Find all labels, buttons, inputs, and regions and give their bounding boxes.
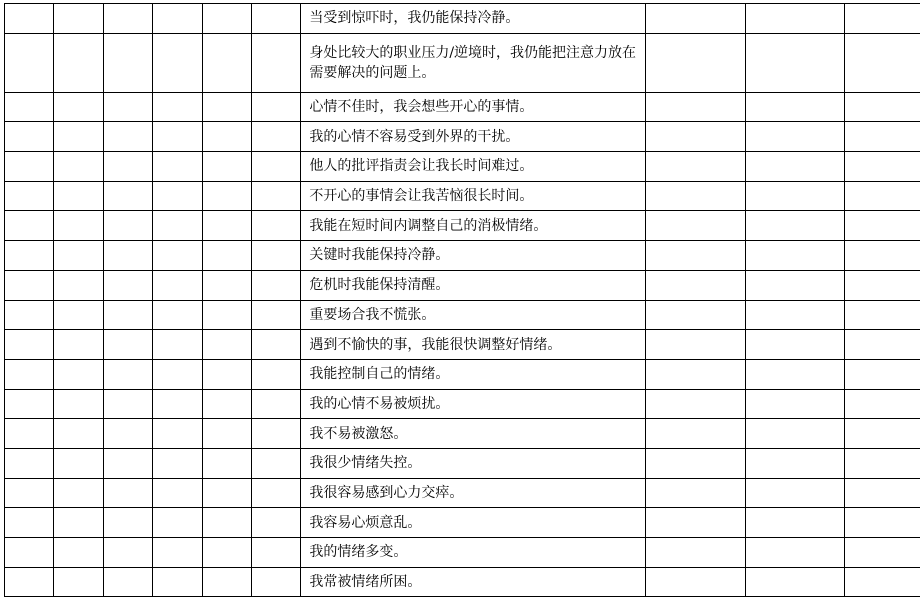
left-blank-cell bbox=[5, 419, 54, 449]
rating-cell bbox=[745, 4, 844, 34]
rating-cell bbox=[745, 152, 844, 182]
left-blank-cell bbox=[153, 389, 202, 419]
statement-cell: 我的心情不易被烦扰。 bbox=[301, 389, 646, 419]
table-row bbox=[5, 4, 920, 34]
left-blank-cell bbox=[103, 181, 152, 211]
left-blank-cell bbox=[54, 478, 103, 508]
rating-cell bbox=[844, 122, 920, 152]
rating-cell bbox=[844, 4, 920, 34]
rating-cell bbox=[844, 478, 920, 508]
left-blank-cell bbox=[251, 122, 300, 152]
left-blank-cell bbox=[5, 538, 54, 568]
rating-cell bbox=[646, 478, 745, 508]
left-blank-cell bbox=[103, 152, 152, 182]
left-blank-cell bbox=[153, 330, 202, 360]
table-row bbox=[5, 152, 920, 182]
statement-cell: 身处比较大的职业压力/逆境时，我仍能把注意力放在需要解决的问题上。 bbox=[301, 33, 646, 92]
left-blank-cell bbox=[251, 330, 300, 360]
rating-cell bbox=[745, 508, 844, 538]
rating-cell bbox=[844, 359, 920, 389]
left-blank-cell bbox=[5, 270, 54, 300]
left-blank-cell bbox=[54, 330, 103, 360]
left-blank-cell bbox=[5, 300, 54, 330]
rating-cell bbox=[646, 567, 745, 597]
left-blank-cell bbox=[202, 33, 251, 92]
table-row bbox=[5, 270, 920, 300]
left-blank-cell bbox=[5, 389, 54, 419]
left-blank-cell bbox=[251, 419, 300, 449]
left-blank-cell bbox=[54, 241, 103, 271]
left-blank-cell bbox=[5, 4, 54, 34]
statement-cell: 我能控制自己的情绪。 bbox=[301, 359, 646, 389]
rating-cell bbox=[745, 122, 844, 152]
left-blank-cell bbox=[202, 330, 251, 360]
rating-cell bbox=[646, 92, 745, 122]
rating-cell bbox=[646, 359, 745, 389]
table-row bbox=[5, 300, 920, 330]
left-blank-cell bbox=[54, 389, 103, 419]
rating-cell bbox=[844, 567, 920, 597]
left-blank-cell bbox=[5, 241, 54, 271]
left-blank-cell bbox=[5, 359, 54, 389]
left-blank-cell bbox=[153, 181, 202, 211]
left-blank-cell bbox=[153, 538, 202, 568]
left-blank-cell bbox=[54, 122, 103, 152]
left-blank-cell bbox=[153, 92, 202, 122]
statement-cell: 我常被情绪所困。 bbox=[301, 567, 646, 597]
rating-cell bbox=[745, 92, 844, 122]
rating-cell bbox=[745, 567, 844, 597]
left-blank-cell bbox=[202, 300, 251, 330]
rating-cell bbox=[646, 538, 745, 568]
left-blank-cell bbox=[5, 122, 54, 152]
table-row bbox=[5, 330, 920, 360]
left-blank-cell bbox=[54, 270, 103, 300]
rating-cell bbox=[646, 419, 745, 449]
statement-cell: 他人的批评指责会让我长时间难过。 bbox=[301, 152, 646, 182]
rating-cell bbox=[745, 359, 844, 389]
table-row bbox=[5, 389, 920, 419]
left-blank-cell bbox=[202, 181, 251, 211]
statement-cell: 我容易心烦意乱。 bbox=[301, 508, 646, 538]
left-blank-cell bbox=[5, 152, 54, 182]
left-blank-cell bbox=[103, 33, 152, 92]
left-blank-cell bbox=[251, 270, 300, 300]
left-blank-cell bbox=[5, 508, 54, 538]
questionnaire-table bbox=[4, 3, 920, 597]
left-blank-cell bbox=[153, 211, 202, 241]
left-blank-cell bbox=[5, 448, 54, 478]
left-blank-cell bbox=[103, 389, 152, 419]
left-blank-cell bbox=[54, 211, 103, 241]
statement-cell: 危机时我能保持清醒。 bbox=[301, 270, 646, 300]
left-blank-cell bbox=[54, 152, 103, 182]
rating-cell bbox=[844, 92, 920, 122]
rating-cell bbox=[745, 241, 844, 271]
left-blank-cell bbox=[251, 92, 300, 122]
statement-cell: 遇到不愉快的事，我能很快调整好情绪。 bbox=[301, 330, 646, 360]
table-row bbox=[5, 478, 920, 508]
rating-cell bbox=[844, 508, 920, 538]
table-row bbox=[5, 538, 920, 568]
left-blank-cell bbox=[202, 538, 251, 568]
left-blank-cell bbox=[153, 508, 202, 538]
left-blank-cell bbox=[251, 241, 300, 271]
left-blank-cell bbox=[54, 300, 103, 330]
left-blank-cell bbox=[54, 181, 103, 211]
rating-cell bbox=[844, 33, 920, 92]
left-blank-cell bbox=[251, 389, 300, 419]
rating-cell bbox=[844, 181, 920, 211]
rating-cell bbox=[646, 241, 745, 271]
rating-cell bbox=[844, 330, 920, 360]
rating-cell bbox=[646, 4, 745, 34]
left-blank-cell bbox=[202, 359, 251, 389]
left-blank-cell bbox=[103, 122, 152, 152]
rating-cell bbox=[745, 181, 844, 211]
left-blank-cell bbox=[153, 33, 202, 92]
left-blank-cell bbox=[202, 4, 251, 34]
table-row bbox=[5, 508, 920, 538]
rating-cell bbox=[844, 300, 920, 330]
left-blank-cell bbox=[202, 419, 251, 449]
statement-cell: 我不易被激怒。 bbox=[301, 419, 646, 449]
left-blank-cell bbox=[251, 181, 300, 211]
left-blank-cell bbox=[103, 567, 152, 597]
statement-cell: 当受到惊吓时，我仍能保持冷静。 bbox=[301, 4, 646, 34]
left-blank-cell bbox=[103, 538, 152, 568]
left-blank-cell bbox=[153, 567, 202, 597]
left-blank-cell bbox=[153, 419, 202, 449]
rating-cell bbox=[646, 270, 745, 300]
table-row bbox=[5, 33, 920, 92]
table-row bbox=[5, 211, 920, 241]
left-blank-cell bbox=[153, 448, 202, 478]
left-blank-cell bbox=[5, 330, 54, 360]
statement-cell: 我很少情绪失控。 bbox=[301, 448, 646, 478]
table-row bbox=[5, 241, 920, 271]
left-blank-cell bbox=[54, 419, 103, 449]
rating-cell bbox=[745, 389, 844, 419]
left-blank-cell bbox=[202, 448, 251, 478]
rating-cell bbox=[646, 152, 745, 182]
left-blank-cell bbox=[153, 4, 202, 34]
rating-cell bbox=[844, 389, 920, 419]
left-blank-cell bbox=[251, 33, 300, 92]
rating-cell bbox=[745, 300, 844, 330]
left-blank-cell bbox=[251, 448, 300, 478]
table-row bbox=[5, 567, 920, 597]
left-blank-cell bbox=[202, 478, 251, 508]
left-blank-cell bbox=[251, 567, 300, 597]
rating-cell bbox=[646, 300, 745, 330]
left-blank-cell bbox=[54, 567, 103, 597]
left-blank-cell bbox=[103, 92, 152, 122]
left-blank-cell bbox=[251, 300, 300, 330]
left-blank-cell bbox=[103, 270, 152, 300]
left-blank-cell bbox=[103, 4, 152, 34]
left-blank-cell bbox=[103, 330, 152, 360]
left-blank-cell bbox=[103, 478, 152, 508]
left-blank-cell bbox=[54, 448, 103, 478]
left-blank-cell bbox=[251, 359, 300, 389]
left-blank-cell bbox=[103, 241, 152, 271]
left-blank-cell bbox=[5, 33, 54, 92]
rating-cell bbox=[844, 448, 920, 478]
left-blank-cell bbox=[5, 567, 54, 597]
left-blank-cell bbox=[153, 152, 202, 182]
left-blank-cell bbox=[202, 92, 251, 122]
table-row bbox=[5, 92, 920, 122]
left-blank-cell bbox=[251, 538, 300, 568]
left-blank-cell bbox=[202, 211, 251, 241]
left-blank-cell bbox=[54, 359, 103, 389]
left-blank-cell bbox=[103, 300, 152, 330]
left-blank-cell bbox=[5, 181, 54, 211]
left-blank-cell bbox=[251, 152, 300, 182]
left-blank-cell bbox=[153, 300, 202, 330]
statement-cell: 心情不佳时，我会想些开心的事情。 bbox=[301, 92, 646, 122]
left-blank-cell bbox=[153, 270, 202, 300]
rating-cell bbox=[745, 478, 844, 508]
table-row bbox=[5, 419, 920, 449]
rating-cell bbox=[844, 241, 920, 271]
left-blank-cell bbox=[251, 211, 300, 241]
left-blank-cell bbox=[153, 359, 202, 389]
rating-cell bbox=[646, 122, 745, 152]
left-blank-cell bbox=[5, 92, 54, 122]
rating-cell bbox=[844, 270, 920, 300]
left-blank-cell bbox=[103, 211, 152, 241]
table-body bbox=[5, 4, 920, 597]
left-blank-cell bbox=[153, 478, 202, 508]
rating-cell bbox=[745, 211, 844, 241]
statement-cell: 不开心的事情会让我苦恼很长时间。 bbox=[301, 181, 646, 211]
left-blank-cell bbox=[202, 508, 251, 538]
left-blank-cell bbox=[202, 122, 251, 152]
rating-cell bbox=[646, 181, 745, 211]
left-blank-cell bbox=[251, 508, 300, 538]
rating-cell bbox=[745, 538, 844, 568]
statement-cell: 关键时我能保持冷静。 bbox=[301, 241, 646, 271]
rating-cell bbox=[745, 419, 844, 449]
statement-cell: 我能在短时间内调整自己的消极情绪。 bbox=[301, 211, 646, 241]
rating-cell bbox=[646, 448, 745, 478]
rating-cell bbox=[646, 211, 745, 241]
left-blank-cell bbox=[202, 241, 251, 271]
table-row bbox=[5, 122, 920, 152]
rating-cell bbox=[646, 389, 745, 419]
left-blank-cell bbox=[103, 508, 152, 538]
left-blank-cell bbox=[54, 508, 103, 538]
rating-cell bbox=[646, 330, 745, 360]
left-blank-cell bbox=[103, 359, 152, 389]
rating-cell bbox=[745, 33, 844, 92]
left-blank-cell bbox=[103, 419, 152, 449]
rating-cell bbox=[646, 508, 745, 538]
rating-cell bbox=[745, 270, 844, 300]
left-blank-cell bbox=[54, 4, 103, 34]
rating-cell bbox=[646, 33, 745, 92]
left-blank-cell bbox=[54, 92, 103, 122]
rating-cell bbox=[844, 419, 920, 449]
left-blank-cell bbox=[202, 389, 251, 419]
left-blank-cell bbox=[153, 122, 202, 152]
rating-cell bbox=[745, 448, 844, 478]
statement-cell: 重要场合我不慌张。 bbox=[301, 300, 646, 330]
table-row bbox=[5, 181, 920, 211]
statement-cell: 我的情绪多变。 bbox=[301, 538, 646, 568]
left-blank-cell bbox=[202, 270, 251, 300]
left-blank-cell bbox=[251, 478, 300, 508]
rating-cell bbox=[844, 211, 920, 241]
table-row bbox=[5, 448, 920, 478]
rating-cell bbox=[844, 152, 920, 182]
statement-cell: 我很容易感到心力交瘁。 bbox=[301, 478, 646, 508]
statement-cell: 我的心情不容易受到外界的干扰。 bbox=[301, 122, 646, 152]
left-blank-cell bbox=[5, 478, 54, 508]
left-blank-cell bbox=[202, 152, 251, 182]
left-blank-cell bbox=[103, 448, 152, 478]
left-blank-cell bbox=[202, 567, 251, 597]
left-blank-cell bbox=[153, 241, 202, 271]
rating-cell bbox=[844, 538, 920, 568]
left-blank-cell bbox=[251, 4, 300, 34]
left-blank-cell bbox=[54, 538, 103, 568]
left-blank-cell bbox=[54, 33, 103, 92]
rating-cell bbox=[745, 330, 844, 360]
left-blank-cell bbox=[5, 211, 54, 241]
table-row bbox=[5, 359, 920, 389]
